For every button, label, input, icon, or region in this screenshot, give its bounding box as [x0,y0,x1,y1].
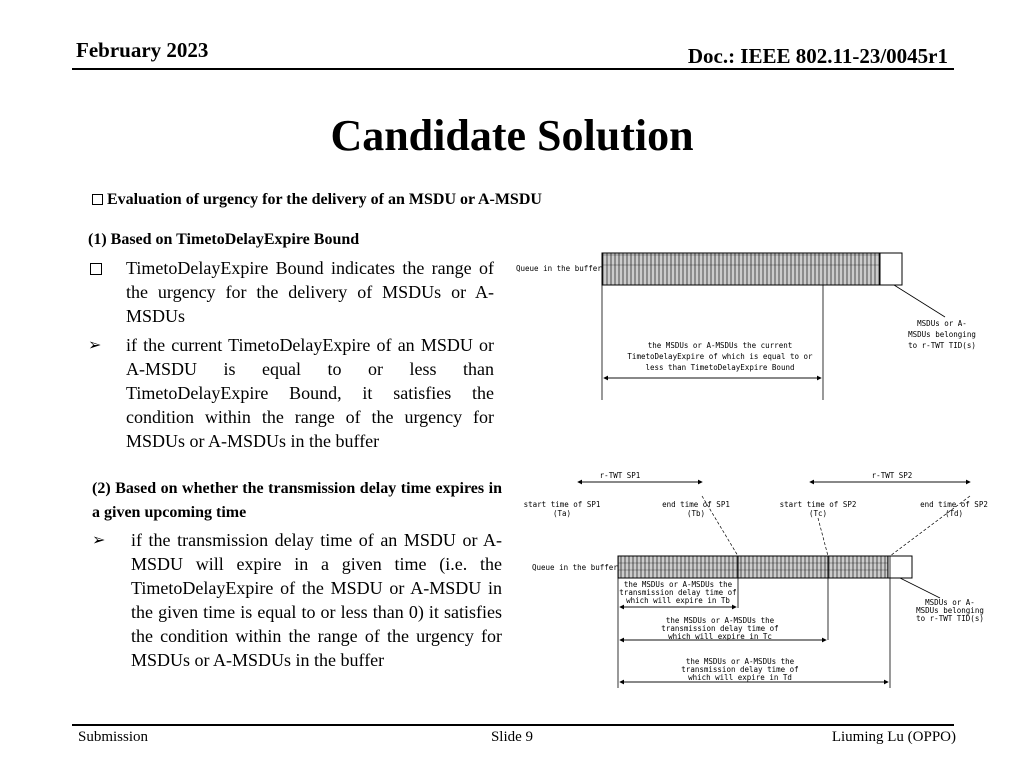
td-label-line3: which will expire in Td [688,673,792,682]
tb-label-line1: the MSDUs or A-MSDUs the [623,580,733,589]
td-label-line1: the MSDUs or A-MSDUs the [685,657,795,666]
header-doc-id: Doc.: IEEE 802.11-23/0045r1 [687,44,948,68]
range-label-line2: TimetoDelayExpire of which is equal to or [627,352,813,361]
rtwt-label-line2: MSDUs belonging [908,330,976,339]
lead-bullet-text: Evaluation of urgency for the delivery of an MSDU or A-MSDU [107,191,542,208]
footer-submission: Submission [78,729,149,745]
expiry-time-diagram [520,468,995,693]
end-sp1-label-line1: end time of SP1 [662,500,730,509]
tc-label-line3: which will expire in Tc [668,632,772,641]
footer-author: Liuming Lu (OPPO) [831,729,956,745]
header-rule [72,68,954,70]
lead-bullet [92,190,542,210]
queue-buffer-empty-2 [888,556,912,578]
rtwt2-label-line1: MSDUs or A- [925,598,975,607]
arrow-bullet-icon: ➢ [88,337,102,354]
page-title: Candidate Solution [330,111,694,160]
arrow-bullet-icon: ➢ [92,532,106,549]
end-sp1-label-line2: (Tb) [686,509,706,518]
start-sp2-label-line1: start time of SP2 [779,500,857,509]
queue-buffer-bar [602,253,880,285]
start-sp2-label-line2: (Tc) [808,509,828,518]
queue-buffer-empty [880,253,902,285]
start-sp1-label-line2: (Ta) [552,509,572,518]
queue-buffer-bar-2 [618,556,888,578]
section2-bullet1: if the transmission delay time of an MSDU or A-MSDU will expire in a given time (i.e. the TimetoDelayExpire of the MSDU or A-MSDU in the given time is equal to or less than 0) it satisfies the condition within the range of the urgency for MSDUs or A-MSDUs in the buffer [131,530,502,670]
td-label-line2: transmission delay time of [681,665,799,674]
section2-heading: (2) Based on whether the transmission delay time expires in a given upcoming time [92,480,502,521]
section1-bullet1: TimetoDelayExpire Bound indicates the range of the urgency for the delivery of MSDUs or A-MSDUs [126,258,494,326]
queue-label: Queue in the buffer [516,264,602,273]
start-sp1-label-line1: start time of SP1 [523,500,601,509]
sp2-label: r-TWT SP2 [871,471,913,480]
rtwt-label-line3: to r-TWT TID(s) [908,341,976,350]
square-bullet-icon [90,262,102,280]
sp1-label: r-TWT SP1 [599,471,641,480]
footer-slide-number: Slide 9 [490,729,534,745]
urgency-bound-diagram [510,245,985,410]
queue-label-2: Queue in the buffer [532,563,618,572]
section1-heading: (1) Based on TimetoDelayExpire Bound [88,231,360,248]
section1-bullet2: if the current TimetoDelayExpire of an MSDU or A-MSDU is equal to or less than TimetoDelayExpire Bound, it satisfies the condition within the range of the urgency for MSDUs or A-MSDUs in the buffer [126,335,494,451]
header-date: February 2023 [76,38,209,62]
tc-label-line2: transmission delay time of [661,624,779,633]
tb-label-line3: which will expire in Tb [626,596,730,605]
tb-label-line2: transmission delay time of [619,588,737,597]
footer-rule [72,724,954,726]
tc-label-line1: the MSDUs or A-MSDUs the [665,616,775,625]
rtwt2-label-line3: to r-TWT TID(s) [916,614,984,623]
range-label-line1: the MSDUs or A-MSDUs the current [647,341,793,350]
range-label-line3: less than TimetoDelayExpire Bound [645,363,795,372]
rtwt2-label-line2: MSDUs belonging [916,606,984,615]
end-sp2-label-line2: (Td) [944,509,964,518]
rtwt-label-line1: MSDUs or A- [917,319,967,328]
end-sp2-label-line1: end time of SP2 [920,500,988,509]
square-bullet-icon [92,194,103,205]
